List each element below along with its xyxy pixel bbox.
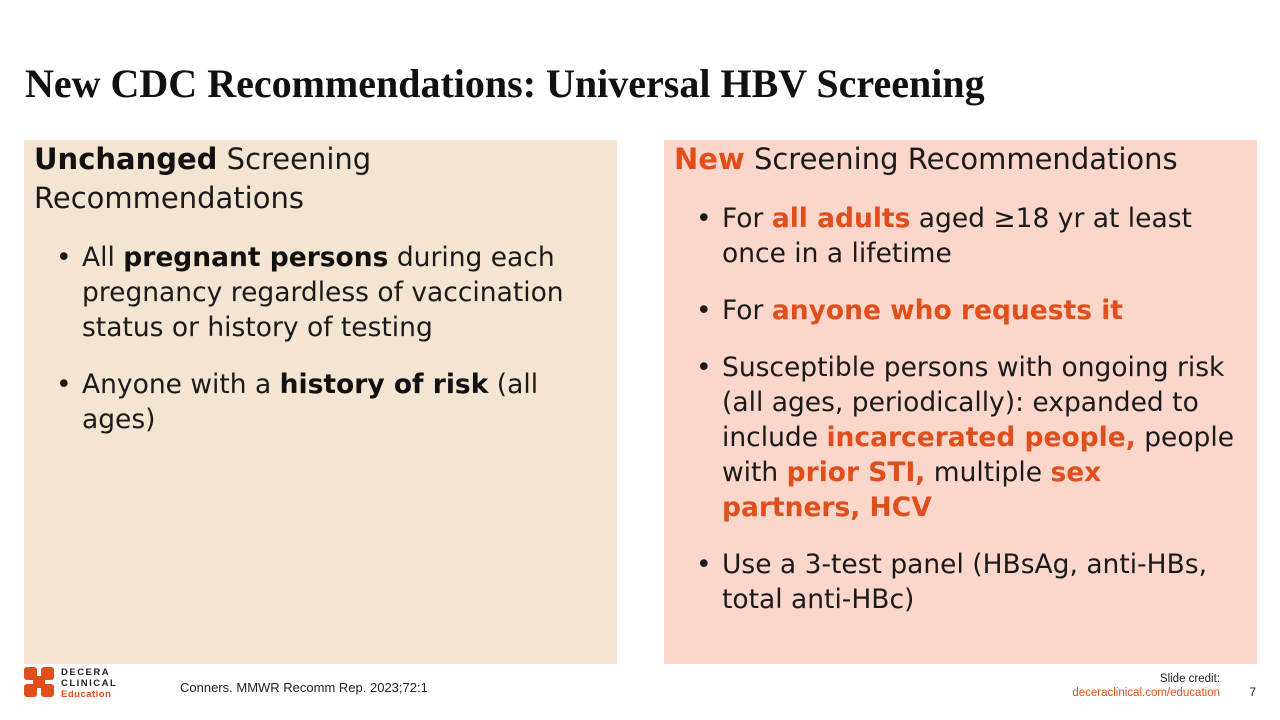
- list-item: [82, 240, 607, 345]
- page-number: 7: [1249, 685, 1256, 699]
- item-text: Use a 3-test panel (HBsAg, anti-HBs, total anti-HBc): [722, 549, 1208, 615]
- citation: Conners. MMWR Recomm Rep. 2023;72:1: [180, 680, 428, 695]
- item-text: aged ≥18 yr at least once in a lifetime: [722, 203, 1192, 269]
- item-emphasis: sex partners, HCV: [722, 457, 1102, 523]
- item-text: Susceptible persons with ongoing risk (all ages, periodically): expanded to include: [722, 352, 1225, 453]
- list-item: [722, 201, 1247, 271]
- decera-logo-icon: [24, 667, 54, 697]
- item-text: during each pregnancy regardless of vaccination status or history of testing: [82, 242, 564, 343]
- item-emphasis: anyone who requests it: [771, 295, 1123, 326]
- logo-wordmark: [61, 667, 117, 700]
- bullet-list: [674, 201, 1247, 617]
- panel-heading: [674, 140, 1247, 179]
- heading-emphasis: Unchanged: [34, 142, 218, 176]
- item-text: For: [722, 203, 772, 234]
- decera-logo: [24, 667, 154, 699]
- logo-line: Education: [61, 689, 112, 700]
- item-text: Anyone with a: [82, 369, 280, 400]
- panel-heading: [34, 140, 607, 218]
- item-text: (all ages): [82, 369, 539, 435]
- heading-text: Screening Recommendations: [34, 142, 372, 215]
- item-text: For: [722, 295, 772, 326]
- unchanged-recommendations-panel: [24, 140, 617, 664]
- item-text: people with: [722, 422, 1235, 488]
- item-text: multiple: [925, 457, 1051, 488]
- item-emphasis: prior STI,: [786, 457, 926, 488]
- item-emphasis: history of risk: [279, 369, 489, 400]
- heading-emphasis: New: [674, 142, 745, 176]
- list-item: [82, 367, 607, 437]
- new-recommendations-panel: [664, 140, 1257, 664]
- credit-label: Slide credit:: [1159, 673, 1220, 685]
- item-emphasis: incarcerated people,: [826, 422, 1136, 453]
- logo-line: CLINICAL: [61, 678, 118, 689]
- slide-title: New CDC Recommendations: Universal HBV Screening: [25, 61, 985, 106]
- bullet-list: [34, 240, 607, 437]
- logo-line: DECERA: [61, 667, 111, 678]
- heading-text: Screening Recommendations: [744, 142, 1178, 176]
- credit-link[interactable]: deceraclinical.com/education: [1072, 687, 1220, 699]
- list-item: [722, 350, 1247, 525]
- list-item: [722, 547, 1247, 617]
- list-item: [722, 293, 1247, 328]
- item-emphasis: all adults: [771, 203, 911, 234]
- slide-credit: [1072, 672, 1220, 700]
- item-text: All: [82, 242, 124, 273]
- item-emphasis: pregnant persons: [123, 242, 389, 273]
